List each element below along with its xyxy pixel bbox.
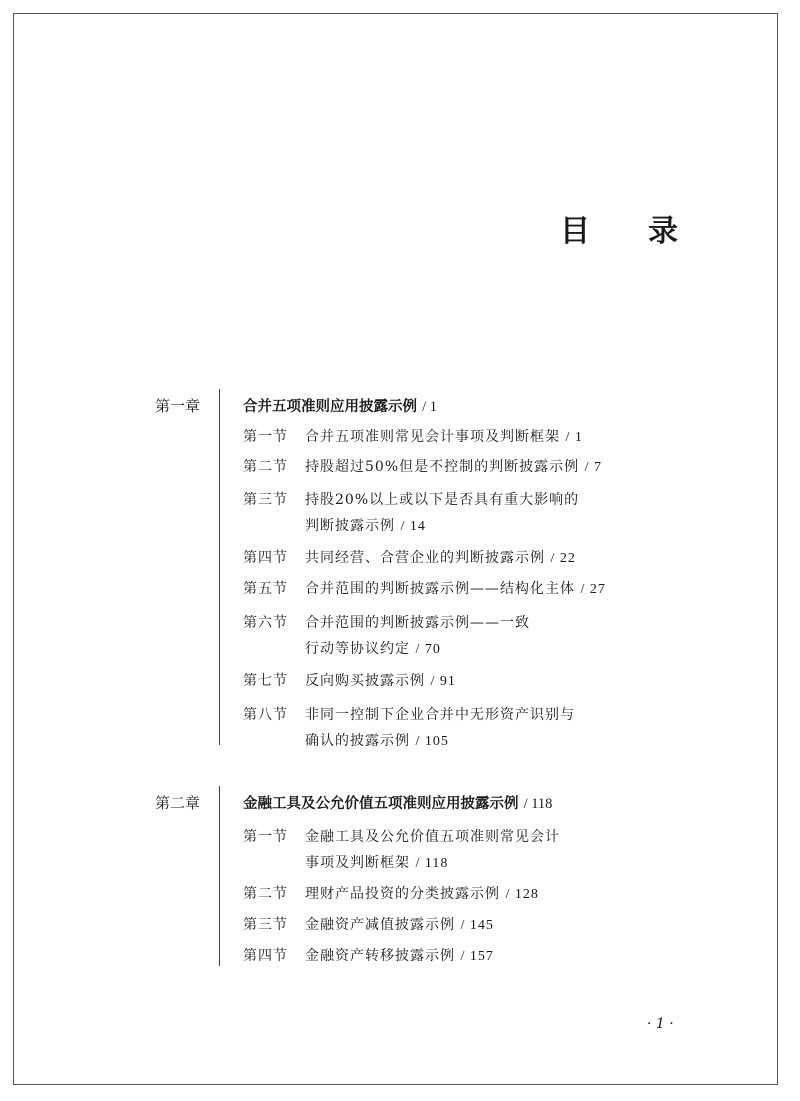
section-page: / 27	[580, 582, 606, 597]
chapter-title-text: 金融工具及公允价值五项准则应用披露示例	[243, 796, 519, 812]
toc-entry[interactable]	[243, 489, 579, 535]
toc-entry[interactable]	[243, 826, 560, 872]
toc-entry[interactable]	[243, 914, 494, 934]
toc-entry[interactable]	[243, 578, 606, 598]
section-title-line2: 判断披露示例	[305, 518, 395, 534]
chapter-label: 第一章	[155, 397, 201, 415]
toc-title-char-2: 录	[648, 214, 678, 249]
section-number: 第六节	[243, 615, 288, 631]
section-title: 理财产品投资的分类披露示例	[305, 886, 500, 902]
toc-entry[interactable]	[243, 547, 576, 567]
section-title-line2: 事项及判断框架	[305, 855, 410, 871]
section-title: 金融资产减值披露示例	[305, 917, 455, 933]
section-number: 第七节	[243, 673, 288, 689]
section-title: 合并范围的判断披露示例——一致	[305, 615, 530, 631]
section-page: / 14	[400, 519, 426, 534]
section-title: 持股超过50%但是不控制的判断披露示例	[305, 459, 580, 475]
chapter-page: / 1	[422, 399, 437, 415]
section-page: / 1	[565, 430, 583, 445]
section-number: 第三节	[243, 917, 288, 933]
chapter-title[interactable]	[243, 792, 552, 813]
chapter-title[interactable]	[243, 395, 437, 416]
chapter-page: / 118	[523, 796, 553, 812]
toc-entry[interactable]	[243, 612, 530, 658]
section-title: 合并范围的判断披露示例——结构化主体	[305, 581, 575, 597]
section-page: / 145	[460, 918, 494, 933]
section-number: 第三节	[243, 492, 288, 508]
section-page: / 91	[430, 674, 456, 689]
section-number: 第四节	[243, 550, 288, 566]
page-number: · 1 ·	[647, 1016, 674, 1032]
toc-entry[interactable]	[243, 456, 602, 476]
section-number: 第四节	[243, 948, 288, 964]
toc-title-char-1: 目	[560, 214, 590, 249]
chapter-divider-line	[219, 786, 220, 966]
toc-entry[interactable]	[243, 426, 583, 446]
section-number: 第一节	[243, 429, 288, 445]
section-number: 第八节	[243, 707, 288, 723]
section-page: / 22	[550, 551, 576, 566]
section-number: 第二节	[243, 886, 288, 902]
section-title: 共同经营、合营企业的判断披露示例	[305, 550, 545, 566]
section-title-line2: 行动等协议约定	[305, 641, 410, 657]
section-title-line2: 确认的披露示例	[305, 733, 410, 749]
section-title: 持股20%以上或以下是否具有重大影响的	[305, 492, 580, 508]
toc-entry[interactable]	[243, 883, 539, 903]
toc-title	[560, 206, 678, 250]
section-title: 金融资产转移披露示例	[305, 948, 455, 964]
chapter-label: 第二章	[155, 794, 201, 812]
section-page: / 157	[460, 949, 494, 964]
section-number: 第五节	[243, 581, 288, 597]
section-title: 非同一控制下企业合并中无形资产识别与	[305, 707, 575, 723]
section-number: 第一节	[243, 829, 288, 845]
section-page: / 7	[584, 460, 602, 475]
section-page: / 70	[415, 642, 441, 657]
chapter-divider-line	[219, 389, 220, 745]
section-title: 反向购买披露示例	[305, 673, 425, 689]
section-page: / 118	[415, 856, 449, 871]
chapter-title-text: 合并五项准则应用披露示例	[243, 399, 417, 415]
toc-entry[interactable]	[243, 704, 575, 750]
section-page: / 105	[415, 734, 449, 749]
toc-entry[interactable]	[243, 945, 494, 965]
section-title: 合并五项准则常见会计事项及判断框架	[305, 429, 560, 445]
section-number: 第二节	[243, 459, 288, 475]
section-title: 金融工具及公允价值五项准则常见会计	[305, 829, 560, 845]
toc-entry[interactable]	[243, 670, 456, 690]
section-page: / 128	[505, 887, 539, 902]
